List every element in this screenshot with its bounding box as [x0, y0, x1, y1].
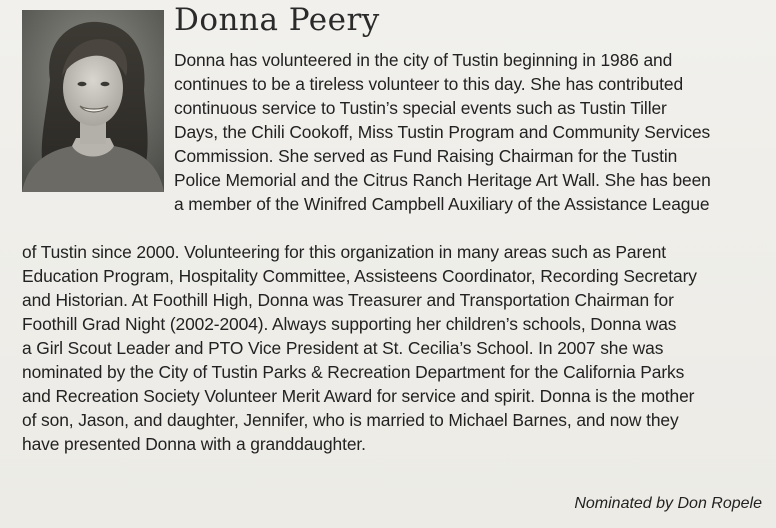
bio-text-lower	[22, 240, 767, 456]
bio-line: Donna has volunteered in the city of Tustin beginning in 1986 and	[174, 50, 673, 70]
bio-line: Foothill Grad Night (2002-2004). Always supporting her children’s schools, Donna was	[22, 314, 677, 334]
bio-line: Commission. She served as Fund Raising Chairman for the Tustin	[174, 146, 678, 166]
nominated-by: Nominated by Don Ropele	[574, 495, 762, 512]
bio-line: continues to be a tireless volunteer to this day. She has contributed	[174, 74, 684, 94]
bio-line: continuous service to Tustin’s special events such as Tustin Tiller	[174, 98, 667, 118]
bio-line: a Girl Scout Leader and PTO Vice President at St. Cecilia’s School. In 2007 she was	[22, 338, 664, 358]
bio-line: Education Program, Hospitality Committee, Assisteens Coordinator, Recording Secretary	[22, 266, 697, 286]
bio-line: a member of the Winifred Campbell Auxiliary of the Assistance League	[174, 194, 710, 214]
portrait-image	[22, 10, 164, 192]
bio-line: Police Memorial and the Citrus Ranch Heritage Art Wall. She has been	[174, 170, 711, 190]
bio-line: of Tustin since 2000. Volunteering for this organization in many areas such as Parent	[22, 242, 667, 262]
portrait-photo	[22, 10, 164, 192]
bio-line: have presented Donna with a granddaughter.	[22, 434, 366, 454]
bio-text-upper	[174, 48, 764, 216]
person-name: Donna Peery	[174, 2, 380, 38]
bio-line: of son, Jason, and daughter, Jennifer, who is married to Michael Barnes, and now they	[22, 410, 679, 430]
bio-line: and Recreation Society Volunteer Merit Award for service and spirit. Donna is the mother	[22, 386, 695, 406]
bio-line: Days, the Chili Cookoff, Miss Tustin Program and Community Services	[174, 122, 711, 142]
bio-line: nominated by the City of Tustin Parks & Recreation Department for the California Parks	[22, 362, 685, 382]
bio-line: and Historian. At Foothill High, Donna was Treasurer and Transportation Chairman for	[22, 290, 674, 310]
